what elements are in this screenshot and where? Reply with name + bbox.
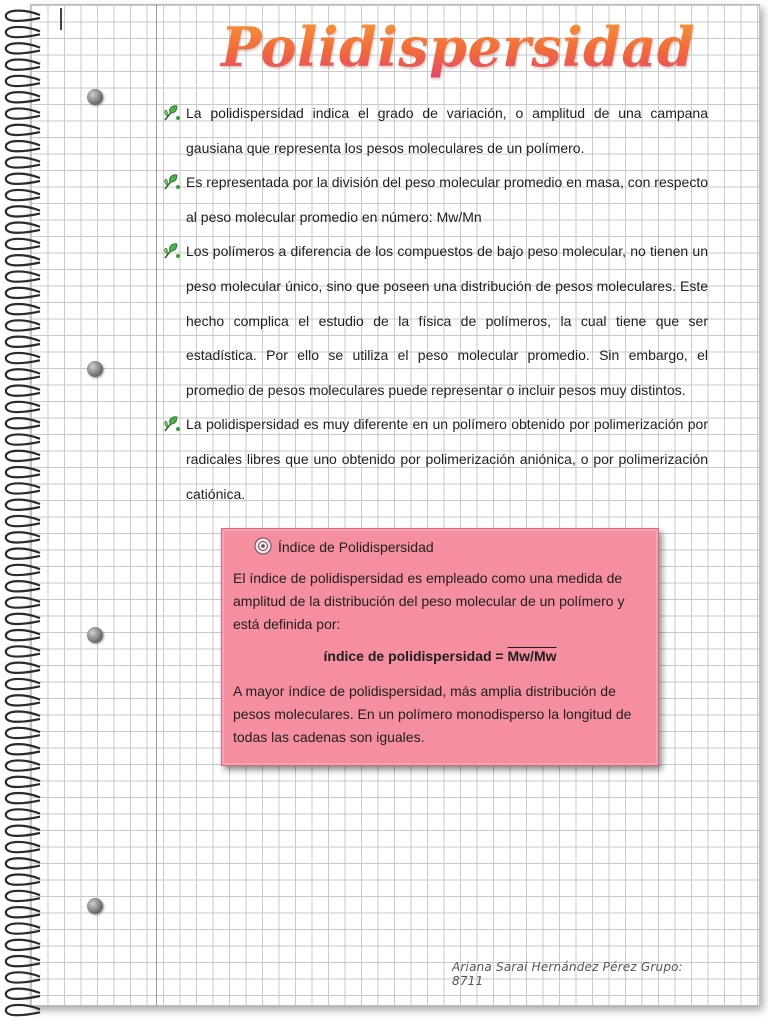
spiral-coil [6, 875, 40, 885]
spiral-coil [6, 60, 40, 70]
spiral-coil [6, 516, 40, 526]
spiral-coil [6, 679, 40, 689]
spiral-coil [6, 76, 40, 86]
spiral-coil [6, 304, 40, 314]
spiral-coil [6, 712, 40, 722]
spiral-coil [6, 1005, 40, 1015]
spiral-coil [6, 597, 40, 607]
spiral-coil [6, 809, 40, 819]
spiral-coil [6, 337, 40, 347]
bullet-item [162, 96, 708, 165]
bullet-text: La polidispersidad es muy diferente en un polímero obtenido por polimerización por radicales libres que uno obtenido por polimerización aniónica, o por polimerización catiónica. [186, 416, 708, 502]
formula [222, 645, 658, 667]
spiral-coil [6, 614, 40, 624]
spiral-coil [6, 206, 40, 216]
bullet-text: La polidispersidad indica el grado de variación, o amplitud de una campana gausiana que representa los pesos moleculares de un polímero. [186, 105, 708, 156]
spiral-coil [6, 255, 40, 265]
spiral-coil [6, 500, 40, 510]
spiral-coil [6, 108, 40, 118]
spiral-coil [6, 141, 40, 151]
spiral-coil [6, 565, 40, 575]
spiral-coil [6, 223, 40, 233]
punch-hole [87, 627, 103, 643]
box-heading [254, 535, 434, 559]
formula-value: Mw/Mw [507, 648, 557, 664]
spiral-coil [6, 92, 40, 102]
formula-label: índice de polidispersidad = [323, 648, 508, 664]
spiral-coil [6, 842, 40, 852]
flower-badge-icon [254, 537, 272, 555]
spiral-coil [6, 760, 40, 770]
punch-hole [87, 361, 103, 377]
spiral-coil [6, 418, 40, 428]
bullet-leaf-icon [162, 241, 182, 261]
spiral-coil [6, 972, 40, 982]
spiral-coil [6, 353, 40, 363]
spiral-coil [6, 27, 40, 37]
bullet-text: Los polímeros a diferencia de los compuestos de bajo peso molecular, no tienen un peso molecular único, sino que poseen una distribución de pesos moleculares. Este hecho complica el estudio de la física de polímeros, la cual tiene que ser estadística. Por ello se utiliza el peso molecular promedio. Sin embargo, el promedio de pesos moleculares puede representar o incluir pesos muy distintos. [186, 243, 708, 398]
spiral-coil [6, 43, 40, 53]
bullet-leaf-icon [162, 103, 182, 123]
spiral-coil [6, 239, 40, 249]
spiral-coil [6, 663, 40, 673]
spiral-coil [6, 777, 40, 787]
spiral-coil [6, 630, 40, 640]
spiral-coil [6, 271, 40, 281]
spiral-coil [6, 581, 40, 591]
spiral-coil [6, 434, 40, 444]
spiral-binding [0, 0, 48, 1024]
spiral-coil [6, 483, 40, 493]
spiral-coil [6, 190, 40, 200]
spiral-coil [6, 826, 40, 836]
spiral-coil [6, 288, 40, 298]
box-definition-text: El índice de polidispersidad es empleado como una medida de amplitud de la distribución del peso molecular de un polímero y está definida por: [233, 570, 625, 632]
spiral-coil [6, 369, 40, 379]
bullet-item [162, 165, 708, 234]
spiral-coil [6, 728, 40, 738]
page-title: Polidispersidad [218, 10, 698, 84]
spiral-coil [6, 923, 40, 933]
bullet-leaf-icon [162, 414, 182, 434]
bullet-list [162, 96, 708, 511]
spiral-coil [6, 320, 40, 330]
punch-hole [87, 898, 103, 914]
spiral-coil [6, 532, 40, 542]
spiral-coil [6, 744, 40, 754]
definition-box [221, 528, 659, 766]
spiral-coil [6, 125, 40, 135]
spiral-coil [6, 858, 40, 868]
bullet-item [162, 407, 708, 511]
spiral-coil [6, 11, 40, 21]
bullet-item [162, 234, 708, 407]
spiral-coil [6, 891, 40, 901]
bullet-text: Es representada por la división del peso molecular promedio en masa, con respecto al peso molecular promedio en número: Mw/Mn [186, 174, 708, 225]
spiral-coil [6, 157, 40, 167]
author-signature: Ariana Sarai Hernández Pérez Grupo: 8711 [452, 960, 683, 988]
spiral-coil [6, 549, 40, 559]
spiral-coil [6, 646, 40, 656]
page-tick-mark [60, 8, 62, 30]
margin-line [156, 4, 157, 1005]
spiral-coil [6, 940, 40, 950]
spiral-coil [6, 956, 40, 966]
spiral-coil [6, 451, 40, 461]
punch-hole [87, 89, 103, 105]
spiral-coil [6, 907, 40, 917]
spiral-coil [6, 467, 40, 477]
spiral-coil [6, 989, 40, 999]
spiral-coil [6, 793, 40, 803]
box-heading-text: Índice de Polidispersidad [278, 539, 434, 555]
spiral-coil [6, 402, 40, 412]
spiral-coil [6, 695, 40, 705]
spiral-coil [6, 174, 40, 184]
spiral-coil [6, 386, 40, 396]
bullet-leaf-icon [162, 172, 182, 192]
box-conclusion-text: A mayor índice de polidispersidad, más amplia distribución de pesos moleculares. En un polímero monodisperso la longitud de todas las cadenas son iguales. [233, 683, 632, 745]
